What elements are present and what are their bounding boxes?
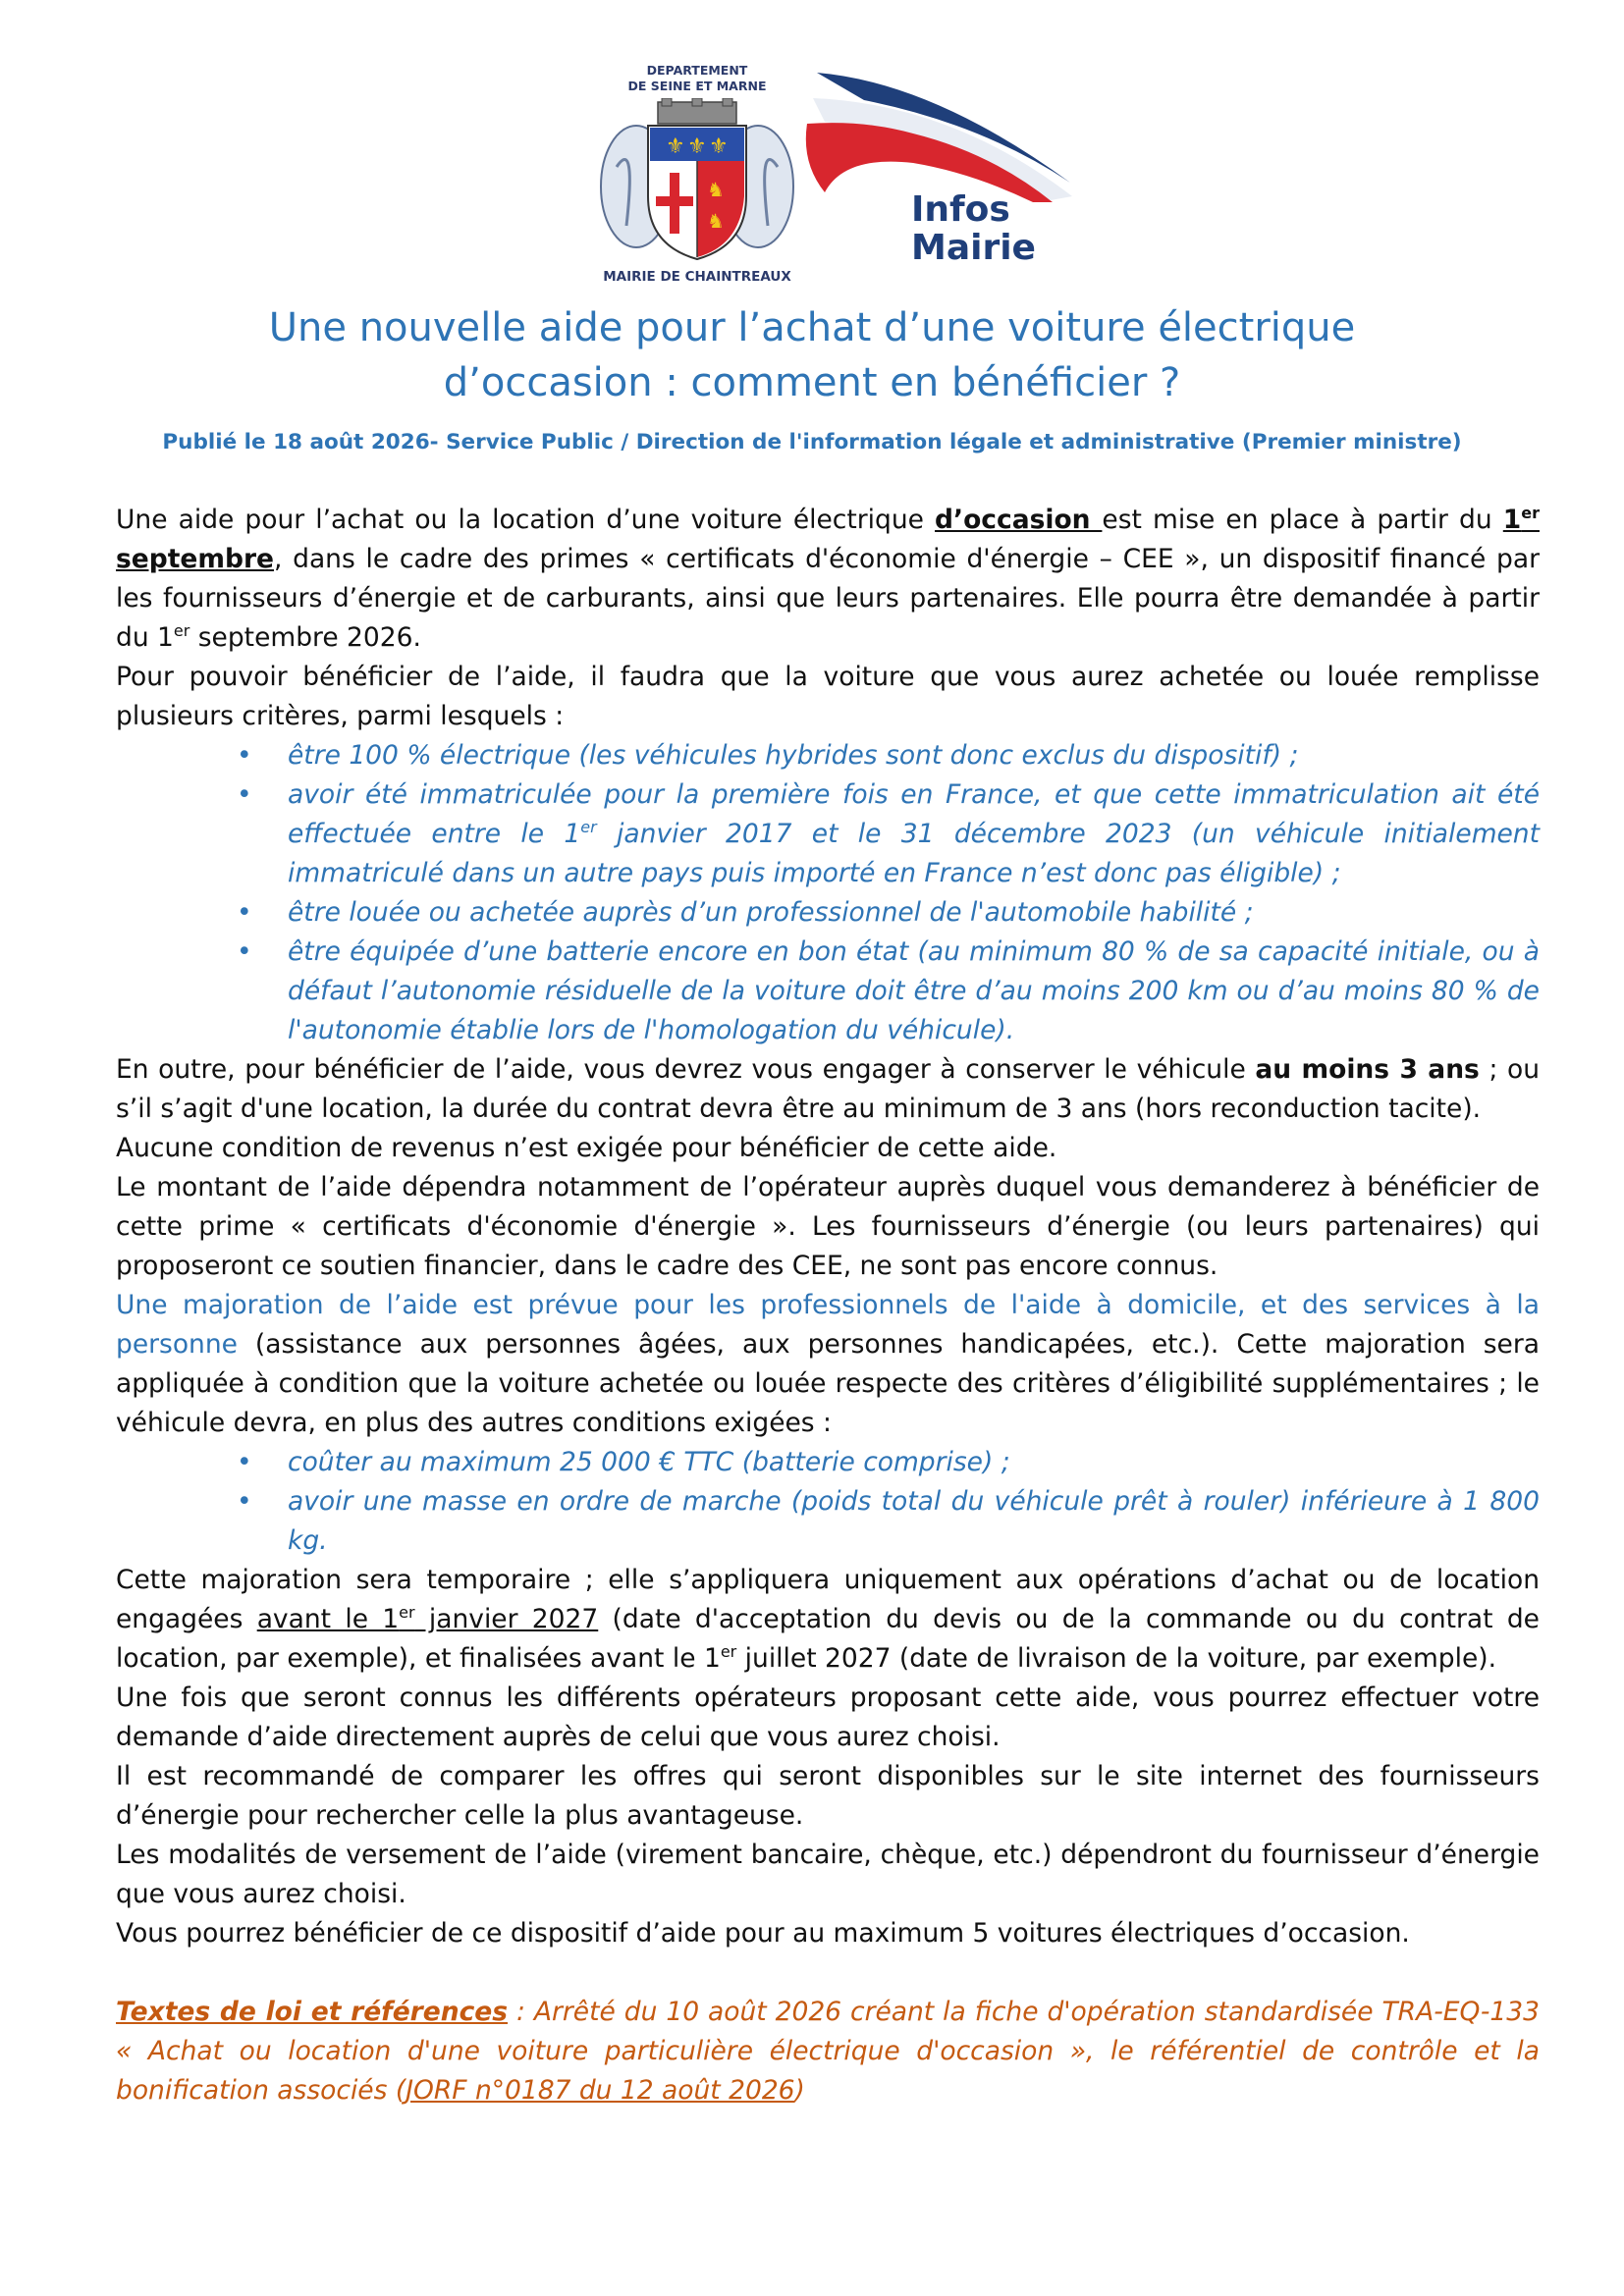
- svg-text:⚜: ⚜: [709, 134, 729, 159]
- list-item: • être équipée d’une batterie encore en bon état (au minimum 80 % de sa capacité initiale, ou à défaut l’autonomie résiduelle de la voiture doit être d’au moins 200 km ou d’au moins 80 % de l'autonomie établie lors de l'homologation du véhicule).: [288, 933, 1540, 1050]
- commitment-text-1: En outre, pour bénéficier de l’aide, vous devrez vous engager à conserver le véhicule: [116, 1054, 1256, 1085]
- temporary-date-emphasis: [257, 1604, 599, 1634]
- page-title: [0, 300, 1624, 410]
- temporary-paragraph: [116, 1561, 1540, 1679]
- mairie-word: Mairie: [911, 228, 1036, 268]
- department-line-2: DE SEINE ET MARNE: [627, 79, 767, 93]
- bonus-text: (assistance aux personnes âgées, aux personnes handicapées, etc.). Cette majoration sera appliquée à condition que la voiture achetée ou louée respecte des critères d’éligibilité supplémentaires ; le véhicule devra, en plus des autres conditions exigées :: [116, 1329, 1540, 1438]
- extra-criteria-list: [116, 1443, 1540, 1561]
- criteria-list: [116, 736, 1540, 1050]
- intro-text-sup: er: [173, 621, 190, 641]
- svg-text:⚜: ⚜: [687, 134, 707, 159]
- title-line-1: Une nouvelle aide pour l’achat d’une voiture électrique: [268, 305, 1356, 350]
- commitment-text-2: ; ou s’il s’agit d'une location, la durée du contrat devra être au minimum de 3 ans (hors reconduction tacite).: [116, 1054, 1540, 1124]
- svg-text:♞: ♞: [707, 178, 725, 201]
- list-item: • coûter au maximum 25 000 € TTC (batterie comprise) ;: [288, 1443, 1540, 1482]
- page-header: [0, 57, 1624, 293]
- temporary-text-1: Cette majoration sera temporaire ; elle s’appliquera uniquement aux opérations d’achat ou de location engagées: [116, 1565, 1540, 1634]
- intro-text-4: septembre 2026.: [189, 622, 421, 653]
- title-line-2: d’occasion : comment en bénéficier ?: [443, 360, 1181, 405]
- intro-paragraph: [116, 501, 1540, 658]
- bonus-paragraph: [116, 1286, 1540, 1443]
- infos-word: Infos: [911, 189, 1010, 230]
- income-paragraph: Aucune condition de revenus n’est exigée pour bénéficier de cette aide.: [116, 1133, 1057, 1163]
- references-text: : Arrêté du 10 août 2026 créant la fiche d'opération standardisée TRA-EQ-133 « Achat ou location d'une voiture particulière électrique d'occasion », le référentiel de contrôle et la bonification associés (: [116, 1997, 1541, 2106]
- intro-text-2: est mise en place à partir du: [1102, 505, 1503, 535]
- payment-paragraph: Les modalités de versement de l’aide (virement bancaire, chèque, etc.) dépendront du fournisseur d’énergie que vous aurez choisi.: [116, 1840, 1540, 1909]
- svg-text:♞: ♞: [707, 209, 725, 233]
- commitment-duration-emphasis: au moins 3 ans: [1255, 1054, 1480, 1085]
- article-body: [116, 501, 1540, 2110]
- intro-occasion-emphasis: d’occasion: [935, 505, 1103, 535]
- temporary-date-text-1: avant le 1: [256, 1604, 400, 1634]
- list-item: • être louée ou achetée auprès d’un professionnel de l'automobile habilité ;: [288, 893, 1540, 933]
- department-label: [589, 63, 805, 94]
- bonus-highlight: Une majoration de l’aide est prévue pour les professionnels de l'aide à domicile, et des services à la personne: [116, 1290, 1540, 1360]
- references-close: ): [794, 2075, 805, 2106]
- infos-mairie-text: [911, 190, 1036, 267]
- temporary-text-sup: er: [720, 1642, 737, 1662]
- list-item: • être 100 % électrique (les véhicules hybrides sont donc exclus du dispositif) ;: [288, 736, 1540, 775]
- intro-date-month: septembre: [116, 544, 274, 574]
- infos-mairie-logo: [805, 65, 1080, 291]
- operators-paragraph: Une fois que seront connus les différents opérateurs proposant cette aide, vous pourrez effectuer votre demande d’aide directement auprès de celui que vous aurez choisi.: [116, 1682, 1540, 1752]
- limit-paragraph: Vous pourrez bénéficier de ce dispositif d’aide pour au maximum 5 voitures électriques d’occasion.: [116, 1918, 1410, 1949]
- coat-of-arms-icon: [597, 98, 797, 263]
- temporary-date-text-2: janvier 2027: [414, 1604, 599, 1634]
- intro-text-3: , dans le cadre des primes « certificats d'économie d'énergie – CEE », un dispositif financé par les fournisseurs d’énergie et de carburants, ainsi que leurs partenaires. Elle pourra être demandée à partir du 1: [116, 544, 1540, 653]
- intro-date-day: 1: [1502, 505, 1522, 535]
- intro-text-1: Une aide pour l’achat ou la location d’une voiture électrique: [116, 505, 936, 535]
- svg-text:⚜: ⚜: [666, 134, 685, 159]
- amount-paragraph: Le montant de l’aide dépendra notamment de l’opérateur auprès duquel vous demanderez à bénéficier de cette prime « certificats d'économie d'énergie ». Les fournisseurs d’énergie (ou leurs partenaires) qui proposeront ce soutien financier, dans le cadre des CEE, ne sont pas encore connus.: [116, 1172, 1540, 1281]
- compare-paragraph: Il est recommandé de comparer les offres qui seront disponibles sur le site internet des fournisseurs d’énergie pour rechercher celle la plus avantageuse.: [116, 1761, 1540, 1831]
- references-label: Textes de loi et références: [116, 1997, 509, 2027]
- commitment-paragraph: [116, 1050, 1540, 1129]
- temporary-date-sup: er: [399, 1603, 415, 1623]
- criteria-intro: Pour pouvoir bénéficier de l’aide, il faudra que la voiture que vous aurez achetée ou louée remplisse plusieurs critères, parmi lesquels :: [116, 662, 1540, 731]
- town-crest-block: [589, 57, 805, 293]
- town-hall-label: MAIRIE DE CHAINTREAUX: [603, 269, 791, 285]
- criterion-2-sup: er: [580, 818, 597, 837]
- department-line-1: DEPARTEMENT: [646, 63, 748, 78]
- criterion-2-text-1: avoir été immatriculée pour la première fois en France, et que cette immatriculation ait été effectuée entre le 1: [288, 779, 1540, 849]
- legal-references: [116, 1993, 1540, 2110]
- jorf-link[interactable]: JORF n°0187 du 12 août 2026: [406, 2075, 795, 2106]
- list-item: • avoir une masse en ordre de marche (poids total du véhicule prêt à rouler) inférieure à 1 800 kg.: [288, 1482, 1540, 1561]
- temporary-text-3: juillet 2027 (date de livraison de la voiture, par exemple).: [736, 1643, 1497, 1674]
- temporary-text-2: (date d'acceptation du devis ou de la commande ou du contrat de location, par exemple), et finalisées avant le 1: [116, 1604, 1540, 1674]
- criterion-2-text-2: janvier 2017 et le 31 décembre 2023 (un véhicule initialement immatriculé dans un autre pays puis importé en France n’est donc pas éligible) ;: [288, 819, 1540, 888]
- intro-date-sup: er: [1521, 504, 1540, 523]
- flag-swoosh-icon: [805, 65, 1080, 202]
- list-item: [288, 775, 1540, 893]
- publication-info: Publié le 18 août 2026- Service Public / Direction de l'information légale et administrative (Premier ministre): [162, 430, 1462, 454]
